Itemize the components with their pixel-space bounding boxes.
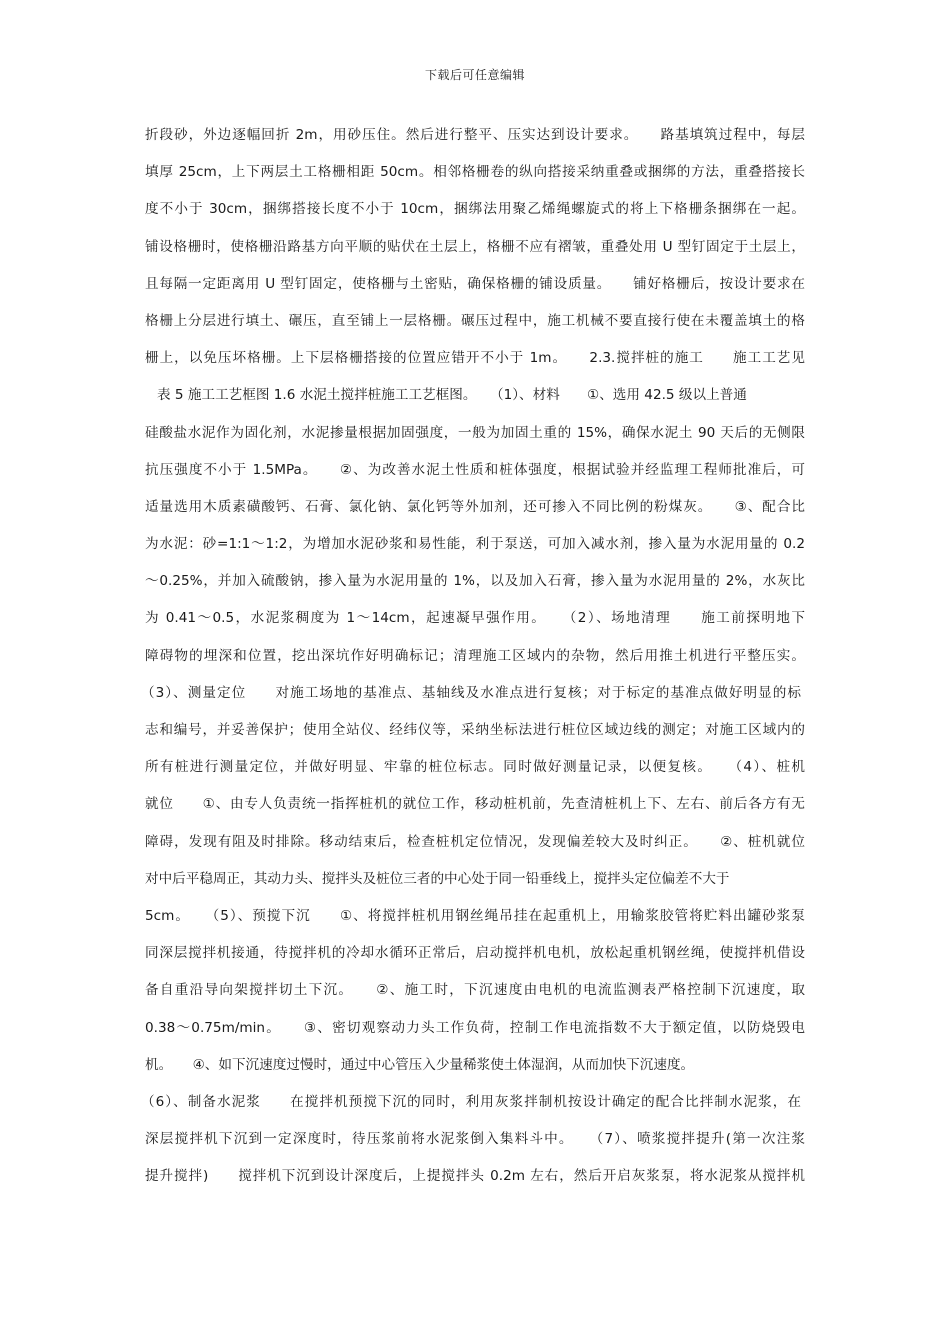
text-line: 深层搅拌机下沉到一定深度时，待压浆前将水泥浆倒入集料斗中。 （7）、喷浆搅拌提升(第一次注浆: [145, 1131, 805, 1148]
text-line: 填厚 25cm，上下两层土工格栅相距 50cm。相邻格栅卷的纵向搭接采纳重叠或捆绑的方法，重叠搭接长: [145, 164, 805, 181]
text-line: 对中后平稳周正，其动力头、搅拌头及桩位三者的中心处于同一铅垂线上，搅拌头定位偏差不大于: [145, 870, 730, 887]
text-line: 为水泥：砂=1:1～1:2，为增加水泥砂浆和易性能，利于泵送，可加入减水剂，掺入量为水泥用量的 0.2: [145, 536, 805, 553]
text-line: 志和编号，并妥善保护；使用全站仪、经纬仪等，采纳坐标法进行桩位区域边线的测定；对施工区域内的: [145, 722, 805, 738]
text-line: 度不小于 30cm，捆绑搭接长度不小于 10cm，捆绑法用聚乙烯绳螺旋式的将上下格栅条捆绑在一起。: [145, 201, 805, 218]
text-line: 障碍，发现有阻及时排除。移动结束后，检查桩机定位情况，发现偏差较大及时纠正。 ②、桩机就位: [145, 833, 805, 850]
text-line: 为 0.41～0.5，水泥浆稠度为 1～14cm，起速凝早强作用。 （2）、场地清理 施工前探明地下: [145, 610, 805, 627]
text-line: 0.38～0.75m/min。 ③、密切观察动力头工作负荷，控制工作电流指数不大于额定值，以防烧毁电: [145, 1019, 805, 1036]
text-line: 折段砂，外边逐幅回折 2m，用砂压住。然后进行整平、压实达到设计要求。 路基填筑过程中，每层: [145, 127, 805, 143]
text-line: 适量选用木质素磺酸钙、石膏、氯化钠、氯化钙等外加剂，还可掺入不同比例的粉煤灰。 ③、配合比: [145, 498, 805, 515]
text-line: 所有桩进行测量定位，并做好明显、牢靠的桩位标志。同时做好测量记录，以便复核。 （4）、桩机: [145, 759, 805, 776]
text-line: 格栅上分层进行填土、碾压，直至铺上一层格栅。碾压过程中，施工机械不要直接行使在未覆盖填土的格: [145, 312, 805, 329]
document-body: [0, 122, 950, 1200]
text-line: 铺设格栅时，使格栅沿路基方向平顺的贴伏在土层上，格栅不应有褶皱，重叠处用 U 型钉固定于土层上，: [145, 238, 805, 255]
text-line: 提升搅拌) 搅拌机下沉到设计深度后，上提搅拌头 0.2m 左右，然后开启灰浆泵，将水泥浆从搅拌机: [145, 1168, 805, 1185]
text-line: 备自重沿导向架搅拌切土下沉。 ②、施工时，下沉速度由电机的电流监测表严格控制下沉速度，取: [145, 982, 805, 999]
text-line: 硅酸盐水泥作为固化剂，水泥掺量根据加固强度，一般为加固土重的 15%，确保水泥土 90 天后的无侧限: [145, 424, 805, 441]
text-line: （6）、制备水泥浆 在搅拌机预搅下沉的同时，利用灰浆拌制机按设计确定的配合比拌制水泥浆，在: [141, 1093, 801, 1110]
text-line: 机。 ④、如下沉速度过慢时，通过中心管压入少量稀浆使土体湿润，从而加快下沉速度。: [145, 1056, 695, 1073]
text-line: 表 5 施工工艺框图 1.6 水泥土搅拌桩施工工艺框图。 （1）、材料 ①、选用 42.5 级以上普通: [157, 387, 747, 404]
text-line: 同深层搅拌机接通，待搅拌机的冷却水循环正常后，启动搅拌机电机，放松起重机钢丝绳，使搅拌机借设: [145, 945, 805, 962]
text-line: 5cm。 （5）、预搅下沉 ①、将搅拌桩机用钢丝绳吊挂在起重机上，用输浆胶管将贮料出罐砂浆泵: [145, 907, 805, 924]
text-line: 障碍物的埋深和位置，挖出深坑作好明确标记；清理施工区域内的杂物，然后用推土机进行平整压实。: [145, 647, 805, 664]
text-line: 就位 ①、由专人负责统一指挥桩机的就位工作，移动桩机前，先查清桩机上下、左右、前后各方有无: [145, 796, 805, 813]
text-line: 且每隔一定距离用 U 型钉固定，使格栅与土密贴，确保格栅的铺设质量。 铺好格栅后，按设计要求在: [145, 275, 805, 292]
page-header: 下载后可任意编辑: [424, 68, 525, 82]
text-line: 抗压强度不小于 1.5MPa。 ②、为改善水泥土性质和桩体强度，根据试验并经监理工程师批准后，可: [145, 461, 805, 478]
text-line: 栅上，以免压坏格栅。上下层格栅搭接的位置应错开不小于 1m。 2.3.搅拌桩的施工 施工工艺见: [145, 350, 805, 367]
text-line: （3）、测量定位 对施工场地的基准点、基轴线及水准点进行复核；对于标定的基准点做好明显的标: [141, 684, 801, 701]
text-line: ～0.25%，并加入硫酸钠，掺入量为水泥用量的 1%，以及加入石膏，掺入量为水泥用量的 2%，水灰比: [145, 573, 805, 590]
